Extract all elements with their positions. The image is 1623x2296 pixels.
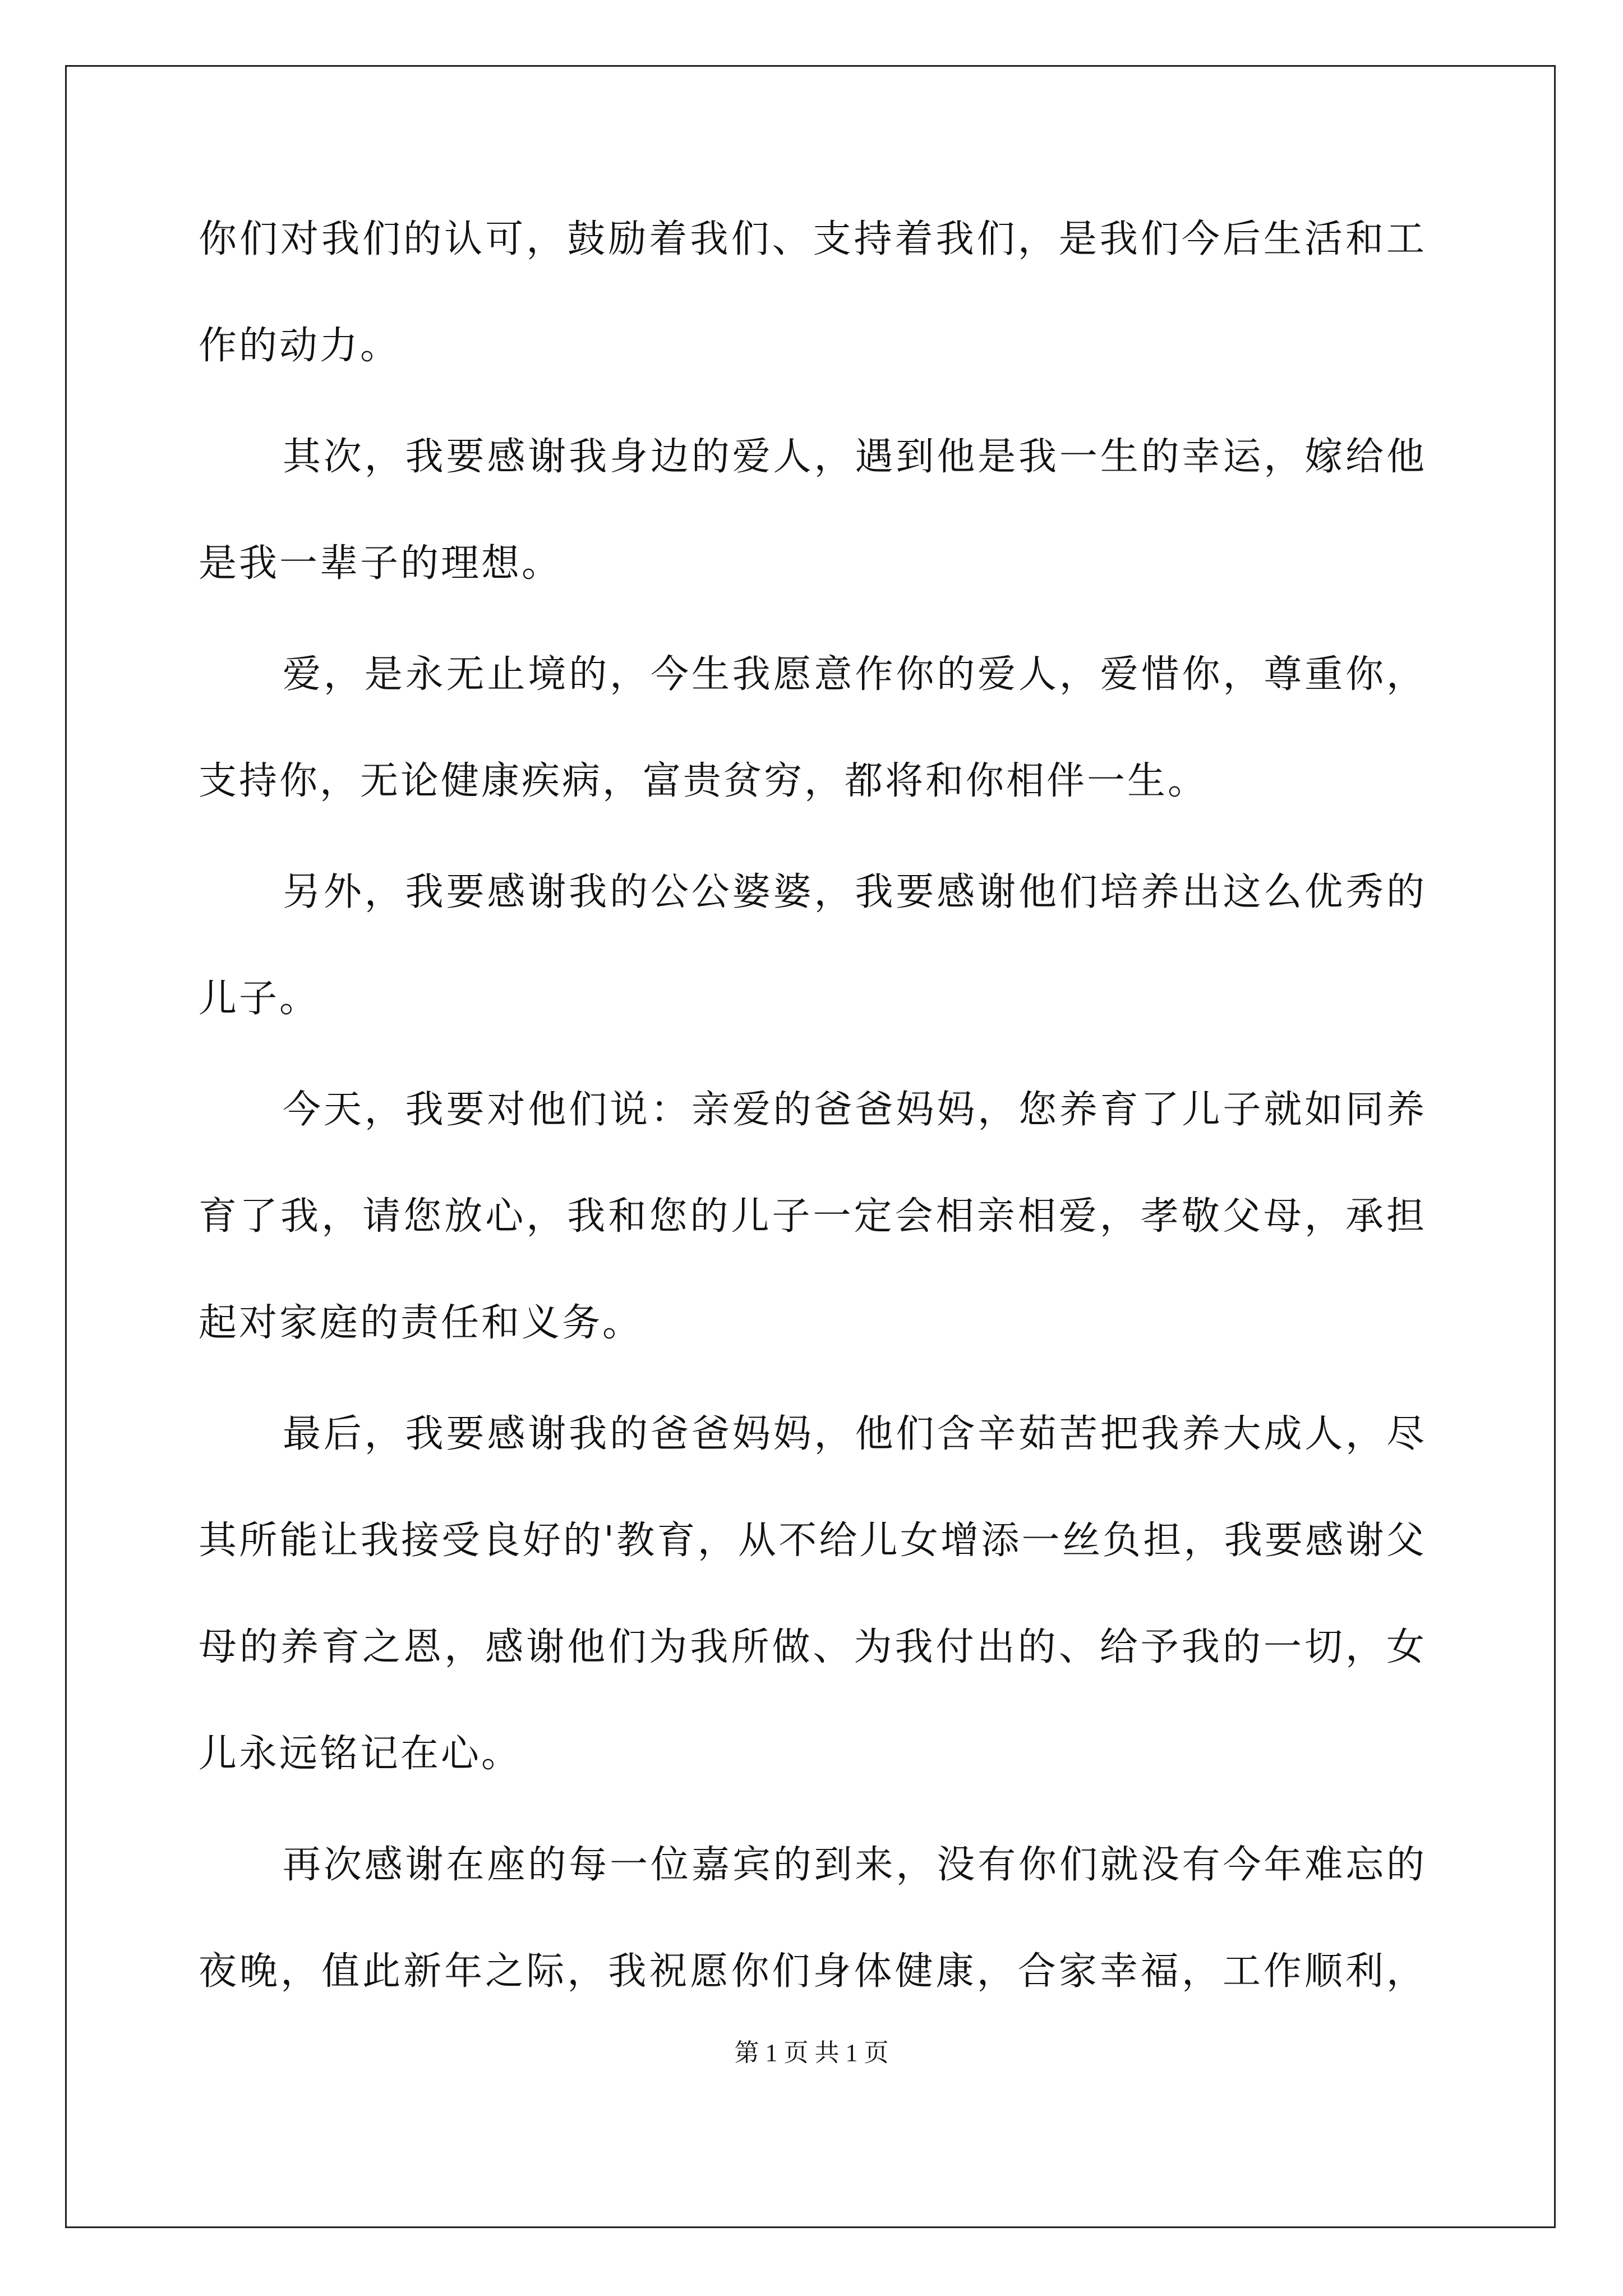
text-line: 儿永远铭记在心。 bbox=[199, 1732, 522, 1776]
text-line: 其所能让我接受良好的'教育，从不给儿女增添一丝负担，我要感谢父 bbox=[199, 1519, 1427, 1563]
text-line: 今天，我要对他们说：亲爱的爸爸妈妈，您养育了儿子就如同养 bbox=[283, 1088, 1427, 1132]
text-line: 是我一辈子的理想。 bbox=[199, 541, 562, 586]
text-line: 夜晚，值此新年之际，我祝愿你们身体健康，合家幸福，工作顺利， bbox=[199, 1949, 1428, 1994]
page-footer: 第 1 页 共 1 页 bbox=[734, 2039, 889, 2067]
text-line: 儿子。 bbox=[199, 977, 320, 1021]
text-line: 再次感谢在座的每一位嘉宾的到来，没有你们就没有今年难忘的 bbox=[283, 1843, 1427, 1887]
text-line: 另外，我要感谢我的公公婆婆，我要感谢他们培养出这么优秀的 bbox=[283, 870, 1427, 914]
text-line: 育了我，请您放心，我和您的儿子一定会相亲相爱，孝敬父母，承担 bbox=[199, 1194, 1428, 1239]
page-border bbox=[65, 65, 1556, 2228]
text-line: 你们对我们的认可，鼓励着我们、支持着我们，是我们今后生活和工 bbox=[199, 217, 1428, 261]
text-line: 爱，是永无止境的，今生我愿意作你的爱人，爱惜你，尊重你， bbox=[283, 652, 1427, 697]
text-line: 作的动力。 bbox=[199, 324, 401, 368]
text-line: 最后，我要感谢我的爸爸妈妈，他们含辛茹苦把我养大成人，尽 bbox=[283, 1412, 1427, 1456]
text-line: 母的养育之恩，感谢他们为我所做、为我付出的、给予我的一切，女 bbox=[199, 1625, 1428, 1669]
text-line: 其次，我要感谢我身边的爱人，遇到他是我一生的幸运，嫁给他 bbox=[283, 435, 1427, 479]
text-line: 支持你，无论健康疾病，富贵贫穷，都将和你相伴一生。 bbox=[199, 759, 1209, 803]
text-line: 起对家庭的责任和义务。 bbox=[199, 1301, 643, 1345]
